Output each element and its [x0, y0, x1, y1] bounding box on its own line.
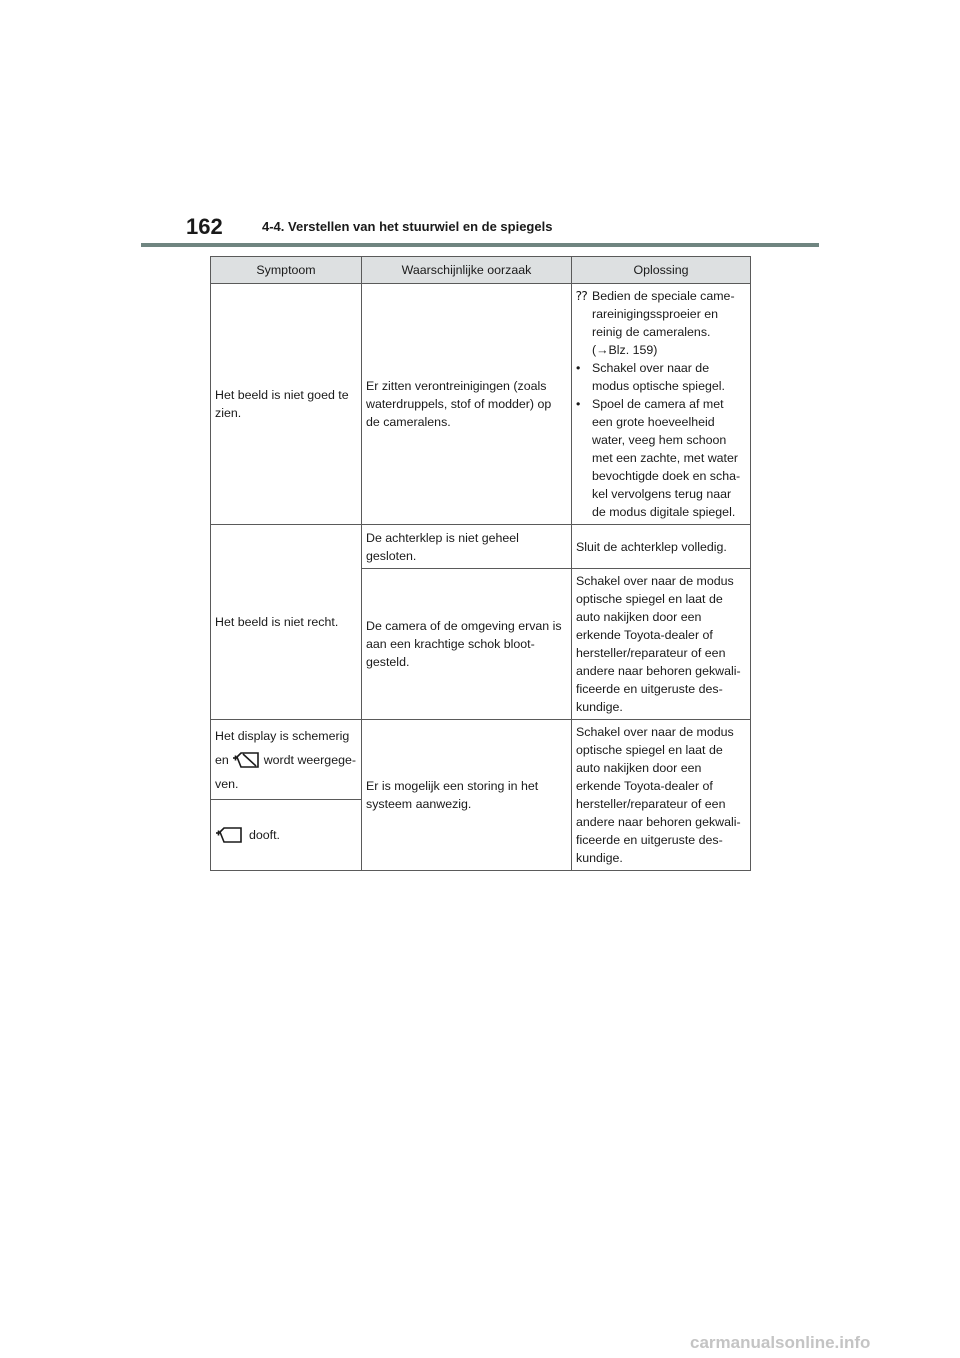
- page-number: 162: [186, 214, 223, 239]
- table-row: [211, 525, 751, 569]
- table-header-row: [211, 257, 751, 284]
- list-marker: •: [576, 397, 581, 411]
- symptom-cell: Het beeld is niet recht.: [211, 525, 362, 720]
- cause-cell: Er is mogelijk een storing in het systeem aanwezig.: [362, 720, 572, 871]
- list-marker: •: [576, 361, 581, 375]
- section-title: 4-4. Verstellen van het stuurwiel en de spiegels: [262, 219, 553, 234]
- list-marker: ⁇: [576, 289, 588, 303]
- list-item-text: Bedien de speciale camerareinigingssproeier en reinig de cameralens. (→Blz. 159): [592, 289, 735, 357]
- watermark: carmanualsonline.info: [690, 1333, 871, 1352]
- solution-cell: Sluit de achterklep volledig.: [572, 525, 751, 569]
- solution-list: [576, 287, 746, 521]
- header-divider: [141, 243, 819, 247]
- symptom-text: dooft.: [249, 827, 281, 842]
- symptom-cell: Het beeld is niet goed te zien.: [211, 284, 362, 525]
- table-row: [211, 720, 751, 800]
- list-item: [576, 395, 746, 521]
- column-header-solution: Oplossing: [572, 257, 751, 284]
- cause-cell: Er zitten verontreinigingen (zoals waterdruppels, stof of modder) op de cameralens.: [362, 284, 572, 525]
- list-item-text: Schakel over naar de modus optische spiegel.: [592, 361, 725, 393]
- symptom-text: en: [215, 752, 229, 767]
- list-item: [576, 359, 746, 395]
- digital-mirror-warning-icon: [232, 751, 260, 769]
- cause-cell: De achterklep is niet geheel gesloten.: [362, 525, 572, 569]
- solution-cell: Schakel over naar de modus optische spiegel en laat de auto nakijken door een erkende Toyota-dealer of hersteller/reparateur of een andere naar behoren gekwalificeerde en uitgeruste deskundige.: [572, 720, 751, 871]
- symptom-text: Het display is schemerig: [215, 728, 350, 743]
- table-row: [211, 284, 751, 525]
- digital-mirror-icon: [215, 826, 243, 844]
- list-item: [576, 287, 746, 359]
- column-header-cause: Waarschijnlijke oorzaak: [362, 257, 572, 284]
- solution-cell: [572, 284, 751, 525]
- list-item-text: Spoel de camera af met een grote hoeveelheid water, veeg hem schoon met een zachte, met water bevochtigde doek en schakel vervolgens terug naar de modus digitale spiegel.: [592, 397, 741, 519]
- symptom-cell: [211, 800, 362, 871]
- cause-cell: De camera of de omgeving ervan is aan een krachtige schok blootgesteld.: [362, 569, 572, 720]
- column-header-symptom: Symptoom: [211, 257, 362, 284]
- troubleshooting-table: [210, 256, 751, 871]
- symptom-text: wordt weergegeven.: [215, 752, 357, 791]
- symptom-cell: [211, 720, 362, 800]
- solution-cell: Schakel over naar de modus optische spiegel en laat de auto nakijken door een erkende Toyota-dealer of hersteller/reparateur of een andere naar behoren gekwalificeerde en uitgeruste deskundige.: [572, 569, 751, 720]
